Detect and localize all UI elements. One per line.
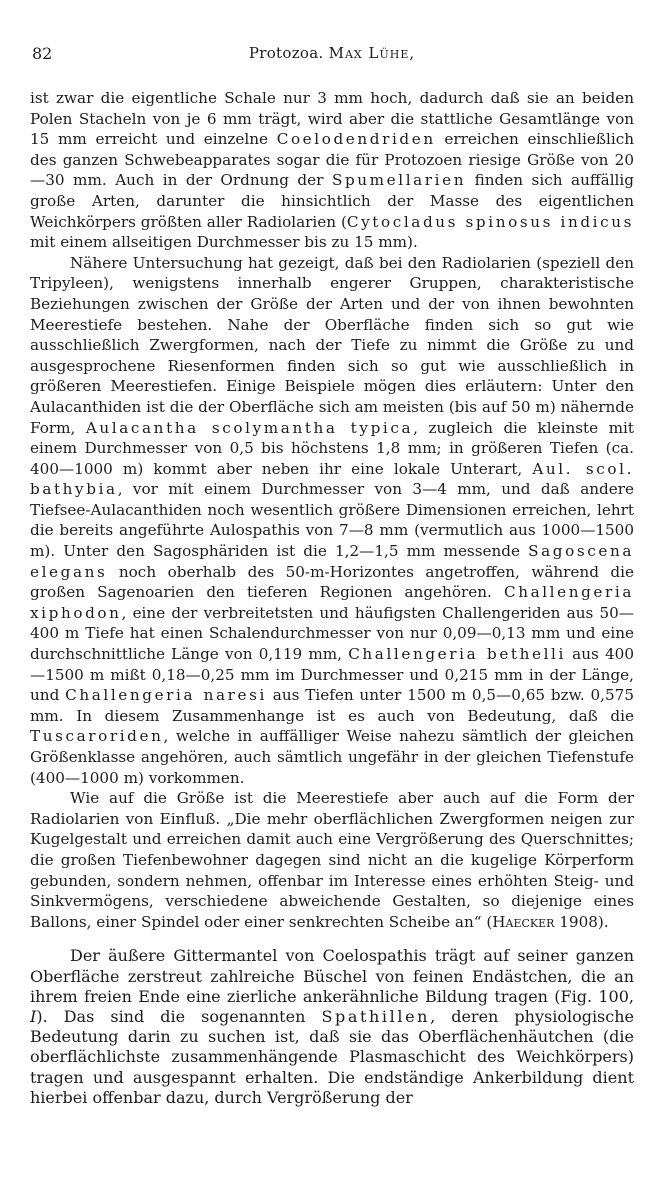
paragraph bbox=[30, 946, 634, 1108]
spaced-emphasis: Challengeria naresi bbox=[65, 686, 267, 705]
running-title bbox=[30, 44, 634, 62]
text-run: Nähere Untersuchung hat gezeigt, daß bei den Radiolarien (speziell den Tripyleen), wenigstens innerhalb engerer Gruppen, charakteristische Beziehungen zwischen der Größe der Arten und der von ihnen bewohnten Meerestiefe bestehen. Nahe der Oberfläche finden sich so gut wie ausschließlich Zwergformen, nach der Tiefe zu nimmt die Größe zu und ausgesprochene Riesenformen finden sich so gut wie ausschließlich in größeren Meerestiefen. Einige Beispiele mögen dies erläutern: Unter den Aulacanthiden ist die der Oberfläche sich am meisten (bis auf 50 m) nähernde Form, bbox=[30, 253, 634, 437]
spaced-emphasis: Aul. scol. bathybia bbox=[30, 459, 635, 499]
text-run: ). Das sind die sogenannten bbox=[36, 1006, 322, 1026]
spaced-emphasis: Challengeria bethelli bbox=[348, 645, 566, 664]
page-number: 82 bbox=[32, 44, 53, 63]
paragraph bbox=[30, 788, 634, 932]
spaced-emphasis: Aulacantha scolymantha typica bbox=[85, 418, 414, 437]
spaced-emphasis: Coelodendriden bbox=[276, 130, 436, 149]
header-section: Protozoa. bbox=[248, 44, 324, 62]
text-run: , welche in auffälliger Weise nahezu sämtlich der gleichen Größenklasse angehören, auch sämtlich ungefähr in der gleichen Tiefenstufe (400—1000 m) vorkommen. bbox=[30, 727, 634, 787]
text-run: , zugleich die kleinste mit einem Durchmesser von 0,5 bis höchstens 1,8 mm; in größeren Tiefen (ca. 400—1000 m) kommt aber neben ihr eine lokale Unterart, bbox=[30, 418, 634, 478]
text-run: 1908). bbox=[554, 912, 609, 931]
spaced-emphasis: Spumellarien bbox=[331, 171, 467, 190]
spaced-emphasis: Tuscaroriden bbox=[30, 727, 164, 746]
text-run: finden sich auffällig große Arten, darunter die hinsichtlich der Masse des eigentlichen Weichkörpers größten aller Radiolarien ( bbox=[30, 171, 634, 231]
text-run: Wie auf die Größe ist die Meerestiefe aber auch auf die Form der Radiolarien von Einfluß. „Die mehr oberflächlichen Zwergformen neigen zur Kugelgestalt und erreichen damit auch eine Vergrößerung des Querschnittes; die großen Tiefenbewohner dagegen sind nicht an die kugelige Körperform gebunden, sondern nehmen, offenbar im Interesse eines erhöhten Steig- und Sinkvermögens, verschiedene abweichende Gestalten, so diejenige eines Ballons, einer Spindel oder einer senkrechten Scheibe an“ ( bbox=[30, 789, 634, 931]
text-run: mit einem allseitigen Durchmesser bis zu 15 mm). bbox=[30, 233, 418, 252]
text-run: aus 400—1500 m mißt 0,18—0,25 mm im Durchmesser und 0,215 mm in der Länge, und bbox=[30, 645, 634, 705]
text-run: aus Tiefen unter 1500 m 0,5—0,65 bzw. 0,575 mm. In diesem Zusammenhange ist es auch von Bedeutung, daß die bbox=[30, 686, 634, 725]
text-run: , deren physiologische Bedeutung darin zu suchen ist, daß sie das Oberflächenhäutchen (die oberflächlichste zusammenhängende Plasmaschicht des Weichkörpers) tragen und ausgespannt erhalten. Die endständige Ankerbildung dient hierbei offenbar dazu, durch Vergrößerung der bbox=[30, 1006, 635, 1107]
body-text bbox=[30, 88, 634, 1108]
spaced-emphasis: Challengeria xiphodon bbox=[30, 583, 634, 622]
text-run: ist zwar die eigentliche Schale nur 3 mm hoch, dadurch daß sie an beiden Polen Stacheln von je 6 mm trägt, wird aber die stattliche Gesamtlänge von 15 mm erreicht und einzelne bbox=[30, 89, 634, 149]
text-run: erreichen einschließlich des ganzen Schwebeapparates sogar die für Protozoen riesige Größe von 20—30 mm. Auch in der Ordnung der bbox=[30, 130, 634, 190]
text-run: Der äußere Gittermantel von Coelospathis trägt auf seiner ganzen Oberfläche zerstreut zahlreiche Büschel von feinen Endästchen, die an ihrem freien Ende eine zierliche ankerähnliche Bildung tragen (Fig. 100, bbox=[30, 946, 634, 1006]
header-author: Max Lühe, bbox=[328, 44, 416, 62]
text-run: , eine der verbreitetsten und häufigsten Challengeriden aus 50—400 m Tiefe hat einen Schalendurchmesser von nur 0,09—0,13 mm und eine durchschnittliche Länge von 0,119 mm, bbox=[30, 603, 634, 664]
spaced-emphasis: Cytocladus spinosus indicus bbox=[346, 212, 634, 231]
running-head bbox=[30, 34, 634, 62]
figure-label: I bbox=[30, 1006, 37, 1026]
spaced-emphasis: Spathillen bbox=[321, 1006, 431, 1026]
citation-author: Haecker bbox=[492, 912, 555, 931]
text-run: , vor mit einem Durchmesser von 3—4 mm, und daß andere Tiefsee-Aulacanthiden noch wesentlich größere Dimensionen erreichen, lehrt die bereits angeführte Aulospathis von 7—8 mm (vermutlich aus 1000—1500 m). Unter den Sagosphäriden ist die 1,2—1,5 mm messende bbox=[30, 480, 634, 561]
spaced-emphasis: Sagoscena elegans bbox=[30, 542, 634, 581]
paragraph bbox=[30, 253, 634, 788]
paragraph bbox=[30, 88, 634, 253]
text-run: noch oberhalb des 50-m-Horizontes angetroffen, während die großen Sagenoarien den tieferen Regionen angehören. bbox=[30, 562, 634, 602]
